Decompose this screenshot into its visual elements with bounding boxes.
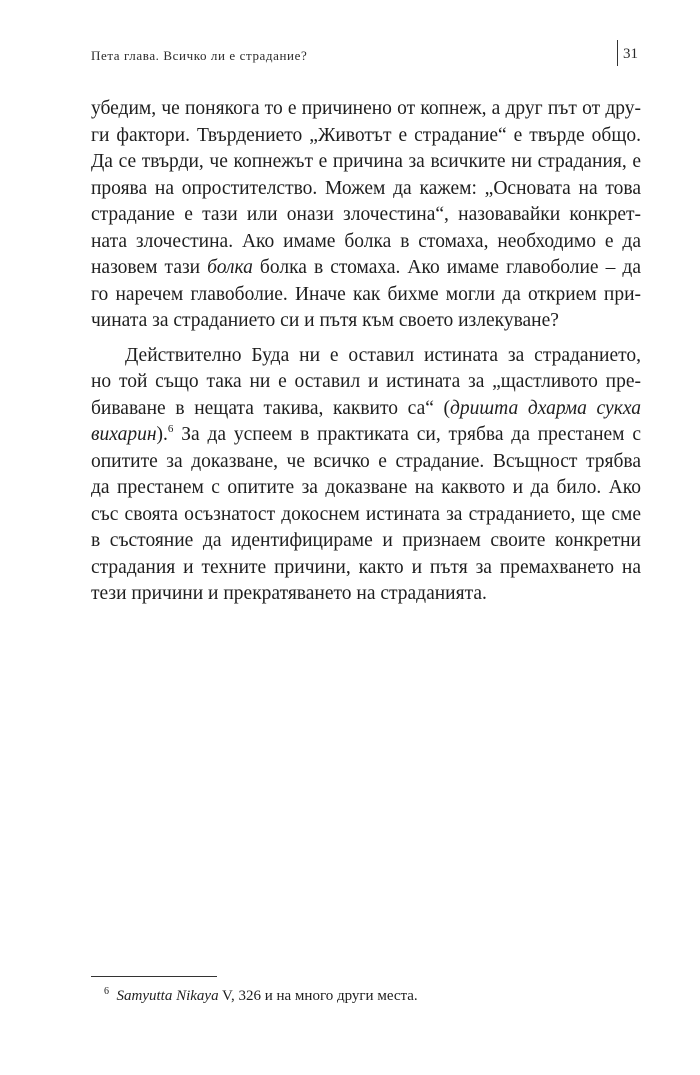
italic-sanskrit-term: вихарин xyxy=(91,424,157,445)
paragraph-gap xyxy=(91,335,641,343)
paragraph-2-line: тези причини и прекратяването на страданията. xyxy=(91,583,487,604)
paragraph-2-line: вихарин).$^6$ За да успеем в практиката си, трябва да престанем с xyxy=(91,423,641,445)
paragraph-2-line: биваване в нещата такива, каквито са“ (дришта дхарма сукха xyxy=(91,397,641,419)
page-number: 31 xyxy=(623,46,638,62)
footnote-divider xyxy=(91,976,217,977)
paragraph-1-line: го наречем главоболие. Иначе как бихме могли да открием при- xyxy=(91,283,641,305)
footnote-text: V, 326 и на много други места. xyxy=(218,988,418,1004)
paragraph-1-line: ната злочестина. Ако имаме болка в стомаха, необходимо е да xyxy=(91,230,641,252)
paragraph-1-line: чината за страданието си и пътя към своето излекуване? xyxy=(91,310,559,331)
paragraph-2-line: със своята осъзнатост докоснем истината за страданието, ще сме xyxy=(91,503,641,525)
italic-emphasis: болка xyxy=(207,257,253,278)
paragraph-2-line: но той също така ни е оставил и истината за „щастливото пре- xyxy=(91,371,641,392)
paragraph-1-line: ги фактори. Твърдението „Животът е страдание“ е твърде общо. xyxy=(91,124,641,146)
italic-sanskrit-term: дришта дхарма сукха xyxy=(450,397,641,419)
paragraph-2-line: Действително Буда ни е оставил истината за страданието, xyxy=(125,344,641,366)
page-header xyxy=(91,40,641,66)
paragraph-1-line: назовем тази болка болка в стомаха. Ако имаме главоболие – да xyxy=(91,257,641,278)
footnote-reference[interactable]: 6 xyxy=(167,423,174,435)
footnote-marker: 6 xyxy=(104,986,109,997)
paragraph-2-line: да престанем с опитите за доказване на каквото и да било. Ако xyxy=(91,477,641,498)
header-divider xyxy=(617,40,618,66)
body-text xyxy=(91,96,641,608)
paragraph-1-line: убедим, че понякога то е причинено от копнеж, а друг път от дру- xyxy=(91,98,641,119)
running-head: Пета глава. Всичко ли е страдание? xyxy=(91,48,308,63)
paragraph-2-line: опитите за доказване, че всичко е страдание. Всъщност трябва xyxy=(91,450,641,472)
paragraph-2-line: в състояние да идентифицираме и признаем своите конкретни xyxy=(91,530,641,551)
paragraph-1-line: страдание е тази или онази злочестина“, назовавайки конкрет- xyxy=(91,204,641,225)
paragraph-1-line: Да се твърди, че копнежът е причина за всичките ни страдания, е xyxy=(91,151,641,172)
footnote xyxy=(104,986,418,1006)
footnote-source: Samyutta Nikaya xyxy=(116,988,219,1004)
paragraph-1-line: проява на опростителство. Можем да кажем: „Основата на това xyxy=(91,177,641,199)
paragraph-2-line: страдания и техните причини, както и пътя за премахването на xyxy=(91,556,641,578)
